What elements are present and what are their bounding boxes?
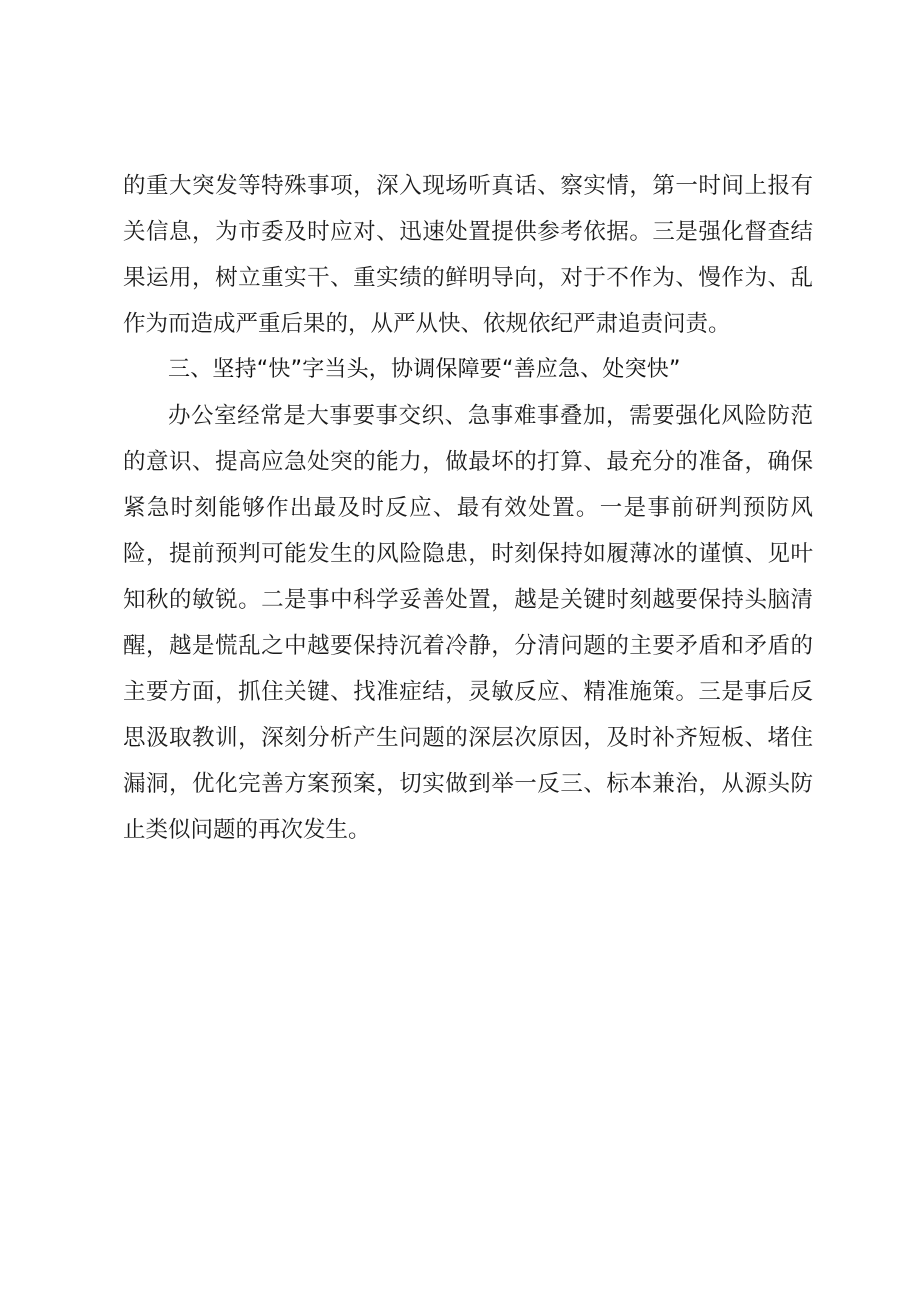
document-body (123, 163, 813, 853)
section-heading: 三、坚持“快”字当头，协调保障要“善应急、处突快” (168, 357, 681, 382)
paragraph-continued: 的重大突发等特殊事项，深入现场听真话、察实情，第一时间上报有关信息，为市委及时应对、迅速处置提供参考依据。三是强化督查结果运用，树立重实干、重实绩的鲜明导向，对于不作为、慢作为、乱作为而造成严重后果的，从严从快、依规依纪严肃追责问责。 (123, 173, 813, 337)
paragraph-main: 办公室经常是大事要事交织、急事难事叠加，需要强化风险防范的意识、提高应急处突的能力，做最坏的打算、最充分的准备，确保紧急时刻能够作出最及时反应、最有效处置。一是事前研判预防风险，提前预判可能发生的风险隐患，时刻保持如履薄冰的谨慎、见叶知秋的敏锐。二是事中科学妥善处置，越是关键时刻越要保持头脑清醒，越是慌乱之中越要保持沉着冷静，分清问题的主要矛盾和矛盾的主要方面，抓住关键、找准症结，灵敏反应、精准施策。三是事后反思汲取教训，深刻分析产生问题的深层次原因，及时补齐短板、堵住漏洞，优化完善方案预案，切实做到举一反三、标本兼治，从源头防止类似问题的再次发生。 (123, 403, 813, 843)
